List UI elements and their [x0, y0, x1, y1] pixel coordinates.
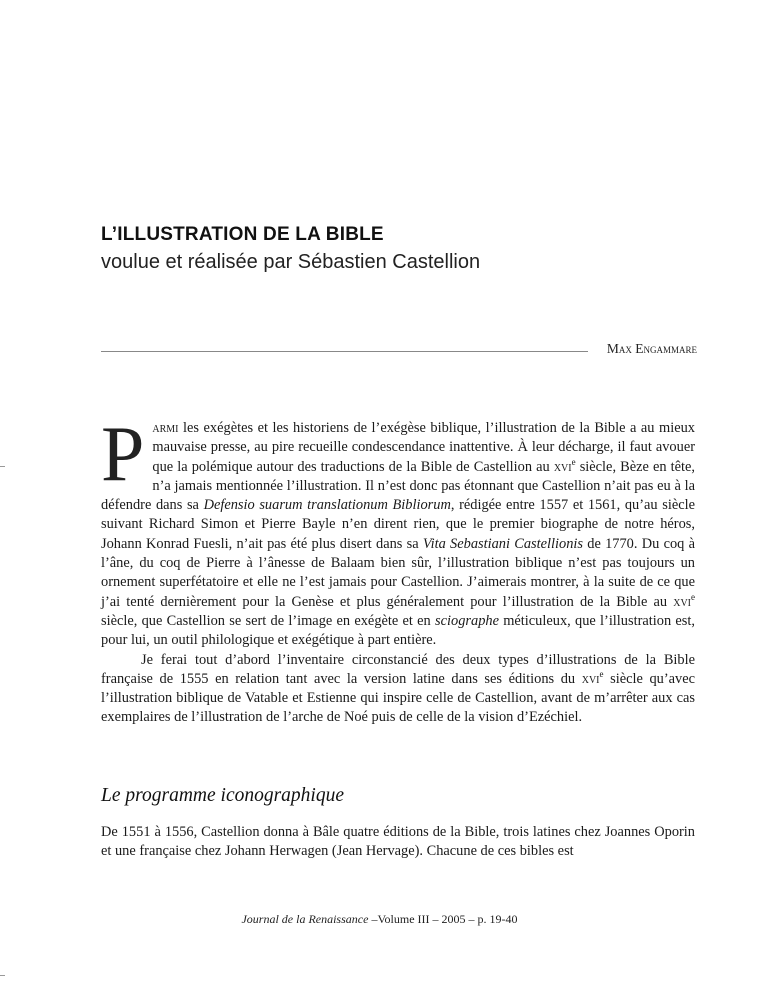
- century-numeral: xvi: [553, 458, 572, 475]
- section-body: [101, 823, 695, 862]
- century-superscript: e: [691, 591, 695, 602]
- century-numeral: xvi: [581, 670, 600, 687]
- term-sciographe: sciographe: [435, 612, 499, 629]
- drop-cap: P: [101, 410, 145, 497]
- intro-text-5: siècle, que Castellion se sert de l’image en exégète et en: [101, 612, 436, 629]
- intro-text-6: méticuleux, que l’illustration est, pour lui, un outil philologique et exégétique à part entière.: [101, 612, 695, 649]
- intro-text-2: siècle, Bèze en tête, n’a jamais mentionnée l’illustration. Il n’est donc pas étonnant que Castellion n’ait pas eu à la défendre dans sa: [101, 458, 695, 514]
- intro-text-3: , rédigée entre 1557 et 1561, qu’au siècle suivant Richard Simon et Pierre Bayle n’en dirent rien, que le premier biographe de notre héros, Johann Konrad Fuesli, n’ait pas été plus disert dans sa: [101, 497, 695, 552]
- section-heading: Le programme iconographique: [101, 785, 345, 806]
- lead-word: armi: [152, 420, 179, 436]
- article-author: Max Engammare: [606, 341, 697, 356]
- century-superscript: e: [599, 669, 604, 680]
- second-paragraph: [101, 651, 695, 728]
- century-numeral: xvi: [673, 593, 691, 610]
- para2-text-2: siècle qu’avec l’illustration biblique de Vatable et Estienne qui inspire celle de Castellion, avant de m’arrêter aux cas exemplaires de l’illustration de l’arche de Noé puis de celle de la vision d’Ezéchiel.: [101, 670, 695, 726]
- intro-body: [101, 410, 695, 728]
- work-title-vita: Vita Sebastiani Castellionis: [422, 535, 584, 552]
- page-footer: [0, 912, 759, 927]
- footer-details: –Volume III – 2005 – p. 19-40: [368, 912, 518, 926]
- journal-name: Journal de la Renaissance: [241, 912, 369, 926]
- crop-mark: [0, 975, 5, 976]
- century-superscript: e: [571, 456, 576, 467]
- crop-mark: [0, 466, 5, 467]
- article-title: L’ILLUSTRATION DE LA BIBLE: [101, 224, 384, 245]
- section-paragraph: De 1551 à 1556, Castellion donna à Bâle quatre éditions de la Bible, trois latines chez Joannes Oporin et une française chez Johann Herwagen (Jean Hervage). Chacune de ces bibles est: [101, 824, 695, 860]
- intro-paragraph: [101, 410, 695, 651]
- article-subtitle: voulue et réalisée par Sébastien Castellion: [101, 251, 481, 273]
- author-rule: [101, 351, 588, 352]
- work-title-defensio: Defensio suarum translationum Bibliorum: [203, 497, 451, 514]
- intro-text-4: de 1770. Du coq à l’âne, du coq de Pierre à l’ânesse de Balaam bien sûr, l’illustration biblique n’est pas toujours un ornement superfétatoire et elle ne l’est jamais pour Castellion. J’aimerais montrer, à la suite de ce que j’ai tenté dernièrement pour la Genèse et plus généralement pour l’illustration de la Bible au: [101, 535, 695, 610]
- para2-text-1: Je ferai tout d’abord l’inventaire circonstancié des deux types d’illustrations de la Bible française de 1555 en relation tant avec la version latine dans ses éditions du: [101, 651, 695, 687]
- intro-text-1: les exégètes et les historiens de l’exégèse biblique, l’illustration de la Bible a au mieux mauvaise presse, au pire recueille condescendance inattentive. À leur décharge, il faut avouer que la polémique autour des traductions de la Bible de Castellion au: [152, 420, 695, 475]
